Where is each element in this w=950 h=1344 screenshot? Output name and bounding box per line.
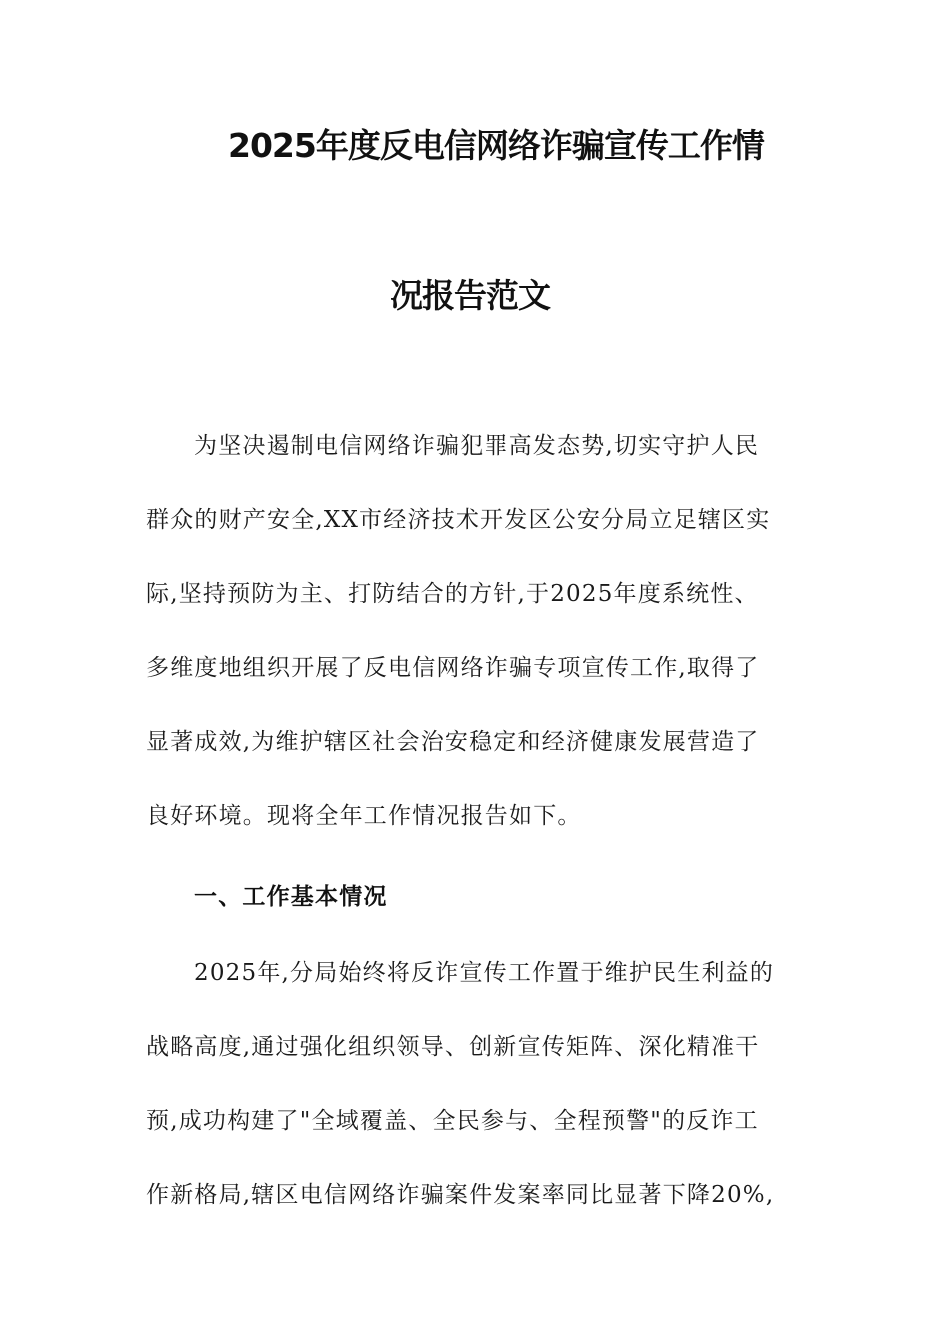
section-paragraph-line: 作新格局,辖区电信网络诈骗案件发案率同比显著下降20%, <box>146 1182 775 1208</box>
section-paragraph-line: 战略高度,通过强化组织领导、创新宣传矩阵、深化精准干 <box>146 1034 760 1060</box>
intro-paragraph-line: 多维度地组织开展了反电信网络诈骗专项宣传工作,取得了 <box>146 655 760 681</box>
document-title-line-2: 况报告范文 <box>390 276 550 315</box>
intro-paragraph-line: 良好环境。现将全年工作情况报告如下。 <box>146 803 582 829</box>
intro-paragraph-line: 为坚决遏制电信网络诈骗犯罪高发态势,切实守护人民 <box>194 433 760 459</box>
section-heading-work-overview: 一、工作基本情况 <box>194 883 388 910</box>
intro-paragraph-line: 群众的财产安全,XX市经济技术开发区公安分局立足辖区实 <box>146 507 771 533</box>
document-title-line-1: 2025年度反电信网络诈骗宣传工作情 <box>228 126 764 165</box>
section-paragraph-line: 2025年,分局始终将反诈宣传工作置于维护民生利益的 <box>194 960 775 986</box>
intro-paragraph-line: 际,坚持预防为主、打防结合的方针,于2025年度系统性、 <box>146 581 759 607</box>
section-paragraph-line: 预,成功构建了"全域覆盖、全民参与、全程预警"的反诈工 <box>146 1108 759 1134</box>
intro-paragraph-line: 显著成效,为维护辖区社会治安稳定和经济健康发展营造了 <box>146 729 760 755</box>
